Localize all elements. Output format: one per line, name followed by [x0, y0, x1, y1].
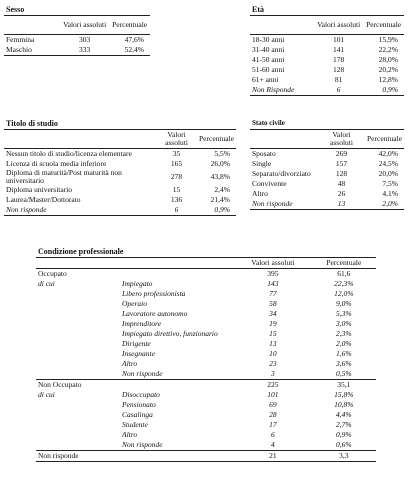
row-label: 31-40 anni: [252, 45, 285, 54]
eta-header-pct: Percentuale: [366, 20, 402, 29]
sub-label: Studente: [122, 420, 148, 429]
group-abs-value: 395: [267, 269, 279, 278]
row-pct-value: 24,5%: [378, 159, 398, 168]
row-abs-value: 269: [335, 149, 348, 158]
sub-label: Dirigente: [122, 339, 151, 348]
sub-label: Pensionato: [122, 400, 156, 409]
table-row: [250, 199, 404, 210]
row-abs-value: 128: [333, 65, 345, 74]
sub-abs-value: 58: [269, 299, 277, 308]
row-abs-value: 6: [336, 85, 341, 94]
sub-row: [36, 440, 376, 451]
table-row: [250, 189, 404, 199]
sub-abs-value: 77: [269, 289, 277, 298]
sub-label: Impiegato: [122, 279, 153, 288]
row-abs-value: 81: [334, 75, 343, 84]
sub-label: Imprenditore: [122, 319, 162, 328]
sub-pct-value: 2,3%: [336, 329, 352, 338]
table-row: [4, 45, 150, 56]
row-pct-value: 21,4%: [210, 195, 230, 204]
group-label: Non risponde: [36, 451, 234, 462]
row-abs-value: 48: [337, 179, 346, 188]
sub-pct-value: 3,0%: [336, 319, 352, 328]
row-label: Single: [252, 159, 272, 168]
row-abs-value: 35: [172, 149, 181, 158]
row-abs-value: 101: [333, 35, 345, 44]
sub-row: [36, 299, 376, 309]
row-label: 41-50 anni: [252, 55, 285, 64]
sub-row: [36, 329, 376, 339]
table-row: [250, 159, 404, 169]
table-row: [4, 195, 236, 205]
row-label: Laurea/Master/Dottorato: [6, 195, 81, 204]
sub-pct-value: 0,9%: [336, 430, 352, 439]
sub-pct-value: 0,5%: [336, 369, 352, 378]
eta-title: Età: [250, 4, 404, 16]
sub-abs-value: 34: [269, 309, 277, 318]
eta-table: [250, 4, 404, 96]
row-label: 61+ anni: [252, 75, 279, 84]
sub-label: Altro: [122, 430, 138, 439]
row-label: Convivente: [252, 179, 287, 188]
sub-row: [36, 309, 376, 319]
di-cui-label: di cui: [38, 279, 55, 288]
table-row: [4, 149, 236, 160]
sub-pct-value: 15,8%: [334, 390, 354, 399]
row-label: Femmina: [6, 35, 35, 44]
sub-row: [36, 410, 376, 420]
sub-abs-value: 143: [267, 279, 279, 288]
row-label: Diploma di maturità/Post maturità non universitario: [6, 168, 122, 185]
row-abs-value: 157: [335, 159, 348, 168]
sesso-title: Sesso: [4, 4, 150, 16]
row-pct-value: 22,2%: [378, 45, 398, 54]
sub-abs-value: 10: [269, 349, 277, 358]
table-row: [250, 65, 404, 75]
group-label: Occupato: [38, 269, 67, 278]
row-abs-value: 136: [170, 195, 183, 204]
row-pct-value: 15,9%: [378, 35, 398, 44]
sub-pct-value: 4,4%: [336, 410, 352, 419]
group-label: Non Occupato: [36, 380, 234, 391]
sub-pct-value: 2,7%: [336, 420, 352, 429]
row-label: 18-30 anni: [252, 35, 285, 44]
civile-header-pct: Percentuale: [367, 134, 402, 143]
sub-abs-value: 15: [269, 329, 277, 338]
row-pct-value: 4,1%: [382, 189, 398, 198]
row-pct-value: 42,0%: [378, 149, 398, 158]
sub-row: [36, 319, 376, 329]
table-row: [4, 185, 236, 195]
row-label: Altro: [252, 189, 268, 198]
sub-pct-value: 12,0%: [334, 289, 354, 298]
di-cui-label: di cui: [38, 390, 55, 399]
sub-row: [36, 400, 376, 410]
prof-table: [36, 246, 376, 462]
sub-abs-value: 69: [269, 400, 277, 409]
sub-row: [36, 390, 376, 400]
sub-pct-value: 5,3%: [336, 309, 352, 318]
sub-row: [36, 430, 376, 440]
sub-pct-value: 1,6%: [336, 349, 352, 358]
sub-row: [36, 359, 376, 369]
sub-label: Impiegato direttivo, funzionario: [122, 329, 218, 338]
sub-label: Disoccupato: [122, 390, 160, 399]
group-row: [36, 269, 376, 280]
prof-header-abs: Valori assoluti: [251, 258, 295, 267]
group-pct-value: 3,3: [312, 451, 376, 462]
prof-title: Condizione professionale: [36, 246, 376, 258]
table-row: [250, 75, 404, 85]
row-pct-value: 52,4%: [124, 45, 144, 54]
sub-row: [36, 420, 376, 430]
sub-abs-value: 4: [270, 440, 275, 449]
row-abs-value: 26: [337, 189, 346, 198]
group-row: [36, 380, 376, 391]
prof-header-pct: Percentuale: [326, 258, 362, 267]
row-pct-value: 0,9%: [214, 205, 230, 214]
sub-label: Altro: [122, 359, 138, 368]
sub-abs-value: 3: [270, 369, 275, 378]
row-label: Maschio: [6, 45, 32, 54]
sub-label: Casalinga: [122, 410, 153, 419]
row-label: Nessun titolo di studio/licenza elementare: [6, 149, 132, 158]
row-abs-value: 15: [172, 185, 181, 194]
group-pct-value: 61,6: [337, 269, 351, 278]
row-pct-value: 5,5%: [214, 149, 230, 158]
row-abs-value: 6: [174, 205, 179, 214]
row-abs-value: 141: [333, 45, 345, 54]
row-abs-value: 278: [170, 172, 183, 181]
row-label: Non risponde: [252, 199, 293, 208]
row-label: 51-60 anni: [252, 65, 285, 74]
row-label: Non Risponde: [252, 85, 295, 94]
sub-label: Operaio: [122, 299, 147, 308]
studio-table: [4, 118, 236, 216]
sub-pct-value: 10,8%: [334, 400, 354, 409]
table-row: [250, 169, 404, 179]
group-row: [36, 451, 376, 462]
civile-header-abs: Valori assoluti: [330, 130, 353, 147]
row-abs-value: 178: [333, 55, 345, 64]
sub-label: Libero professionista: [122, 289, 186, 298]
row-label: Licenza di scuola media inferiore: [6, 159, 107, 168]
row-pct-value: 47,6%: [124, 35, 144, 44]
sesso-header-abs: Valori assoluti: [63, 20, 107, 29]
sub-pct-value: 2,0%: [336, 339, 352, 348]
row-pct-value: 2,4%: [214, 185, 230, 194]
sub-pct-value: 0,6%: [336, 440, 352, 449]
group-abs-value: 225: [234, 380, 312, 391]
row-pct-value: 20,2%: [378, 65, 398, 74]
civile-title: Stato civile: [250, 118, 404, 130]
table-row: [4, 169, 236, 185]
row-label: Non risponde: [6, 205, 47, 214]
table-row: [250, 35, 404, 46]
table-row: [250, 85, 404, 96]
table-row: [250, 179, 404, 189]
row-pct-value: 28,0%: [378, 55, 398, 64]
table-row: [250, 149, 404, 160]
sub-label: Non risponde: [122, 369, 163, 378]
row-abs-value: 165: [170, 159, 183, 168]
studio-header-pct: Percentuale: [199, 134, 234, 143]
row-pct-value: 0,9%: [382, 85, 398, 94]
eta-header-abs: Valori assoluti: [317, 20, 361, 29]
row-pct-value: 26,0%: [210, 159, 230, 168]
sub-row: [36, 289, 376, 299]
row-pct-value: 43,8%: [210, 172, 230, 181]
sub-abs-value: 23: [269, 359, 277, 368]
row-label: Diploma universitario: [6, 185, 73, 194]
sub-label: Lavoratore autonomo: [122, 309, 188, 318]
table-row: [4, 205, 236, 216]
row-pct-value: 2,0%: [382, 199, 398, 208]
studio-header-abs: Valori assoluti: [165, 130, 188, 147]
sesso-header-pct: Percentuale: [112, 20, 148, 29]
sub-row: [36, 369, 376, 380]
sub-abs-value: 17: [269, 420, 277, 429]
row-pct-value: 12,8%: [378, 75, 398, 84]
row-abs-value: 333: [79, 45, 91, 54]
studio-title: Titolo di studio: [4, 118, 236, 130]
sub-abs-value: 28: [269, 410, 277, 419]
sub-abs-value: 101: [267, 390, 279, 399]
row-abs-value: 13: [337, 199, 346, 208]
sub-pct-value: 9,0%: [336, 299, 352, 308]
sub-pct-value: 3,6%: [336, 359, 352, 368]
sub-abs-value: 19: [269, 319, 277, 328]
sub-abs-value: 6: [270, 430, 275, 439]
sub-row: [36, 339, 376, 349]
sub-label: Insegnante: [122, 349, 155, 358]
table-row: [250, 45, 404, 55]
sub-row: [36, 349, 376, 359]
sesso-table: [4, 4, 150, 56]
row-abs-value: 128: [335, 169, 348, 178]
group-pct-value: 35,1: [312, 380, 376, 391]
sub-abs-value: 13: [269, 339, 277, 348]
sub-pct-value: 22,3%: [334, 279, 354, 288]
sub-label: Non risponde: [122, 440, 163, 449]
row-pct-value: 20,0%: [378, 169, 398, 178]
row-pct-value: 7,5%: [382, 179, 398, 188]
row-label: Sposato: [252, 149, 276, 158]
civile-table: [250, 118, 404, 210]
table-row: [4, 35, 150, 46]
sub-row: [36, 279, 376, 289]
row-label: Separato/divorziato: [252, 169, 311, 178]
table-row: [250, 55, 404, 65]
row-abs-value: 303: [79, 35, 91, 44]
group-abs-value: 21: [234, 451, 312, 462]
